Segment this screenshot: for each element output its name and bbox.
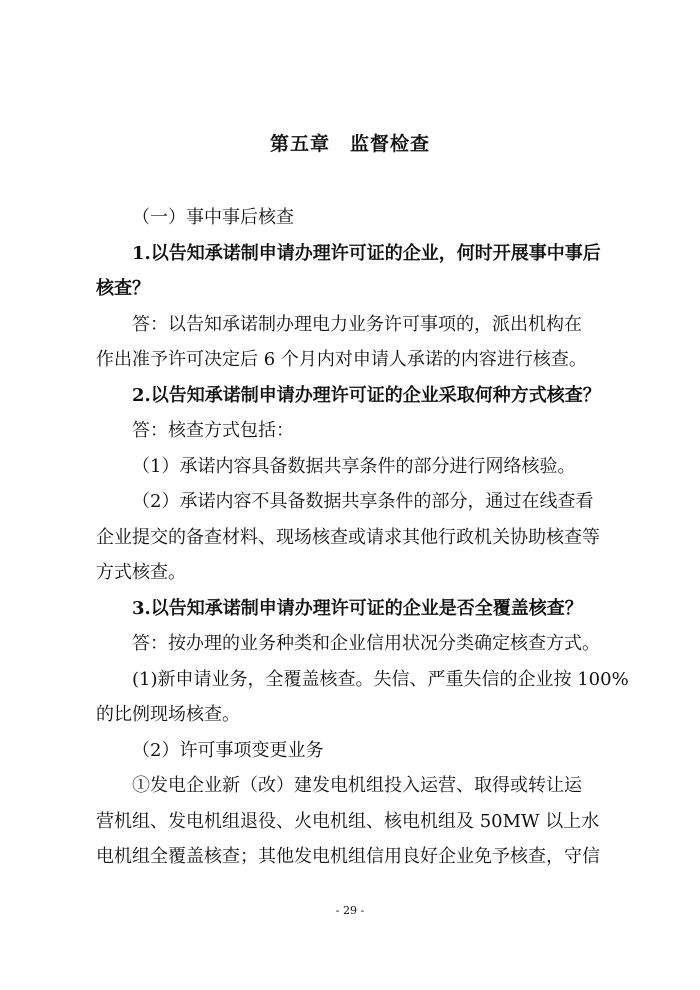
text-line: （2）承诺内容不具备数据共享条件的部分，通过在线查看 xyxy=(132,491,594,512)
text-line: 核查？ xyxy=(96,278,150,299)
text-line: 营机组、发电机组退役、火电机组、核电机组及 50MW 以上水 xyxy=(96,810,600,832)
text-line: ①发电企业新（改）建发电机组投入运营、取得或转让运 xyxy=(132,775,582,796)
text-line: 的比例现场核查。 xyxy=(96,704,240,725)
text-line: 答：以告知承诺制办理电力业务许可事项的，派出机构在 xyxy=(132,313,582,335)
text-line: (1)新申请业务，全覆盖核查。失信、严重失信的企业按 100% xyxy=(132,668,629,690)
text-line: 1.以告知承诺制申请办理许可证的企业，何时开展事中事后 xyxy=(132,242,601,264)
text-line: 答：按办理的业务种类和企业信用状况分类确定核查方式。 xyxy=(132,633,600,654)
text-line: 2.以告知承诺制申请办理许可证的企业采取何种方式核查？ xyxy=(132,384,601,406)
text-line: 3.以告知承诺制申请办理许可证的企业是否全覆盖核查？ xyxy=(132,597,583,619)
page-number: - 29 - xyxy=(335,904,365,917)
text-line: （2）许可事项变更业务 xyxy=(132,739,324,761)
body-text xyxy=(96,200,629,875)
text-line: 企业提交的备查材料、现场核查或请求其他行政机关协助核查等 xyxy=(96,526,600,548)
text-line: 答：核查方式包括： xyxy=(132,420,294,441)
text-line: 作出准予许可决定后 6 个月内对申请人承诺的内容进行核查。 xyxy=(96,349,587,370)
text-line: 方式核查。 xyxy=(96,562,186,583)
chapter-title: 第五章 监督检查 xyxy=(269,133,430,155)
text-line: 电机组全覆盖核查；其他发电机组信用良好企业免予核查，守信 xyxy=(96,846,600,867)
text-line: （1）承诺内容具备数据共享条件的部分进行网络核验。 xyxy=(132,455,576,477)
text-line: （一）事中事后核查 xyxy=(132,207,294,228)
